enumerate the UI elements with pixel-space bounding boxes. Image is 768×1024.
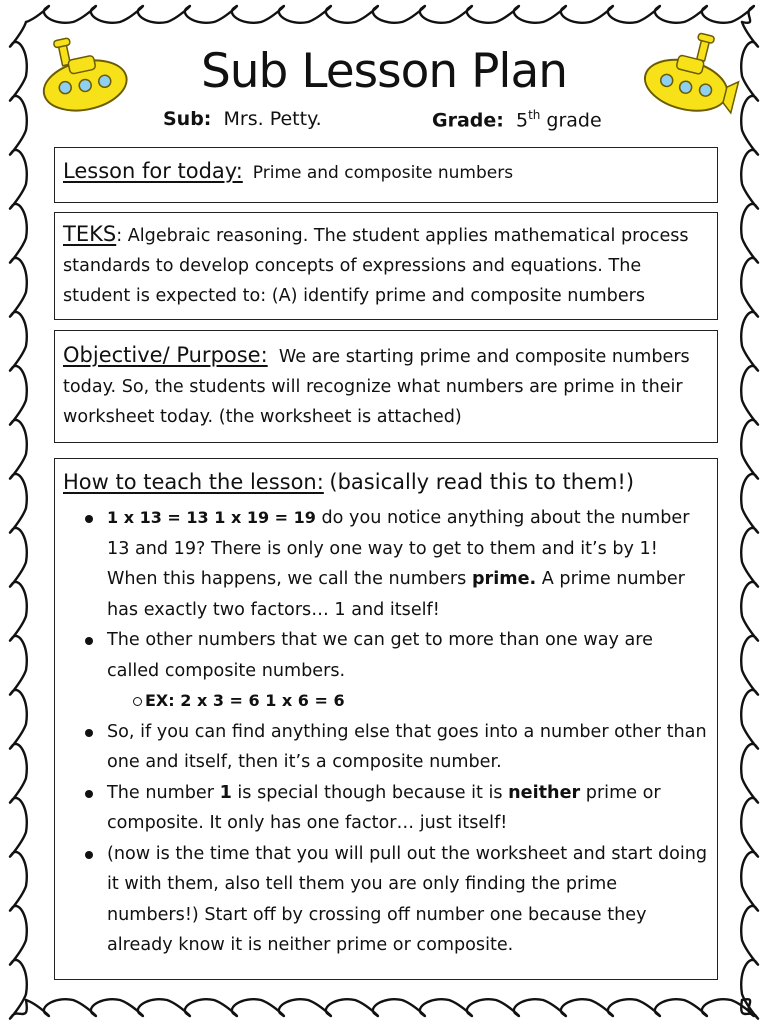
teks-label: TEKS [63,222,117,246]
sub-list-item [107,686,709,717]
sub1-equation: EX: 2 x 3 = 6 1 x 6 = 6 [145,691,345,710]
bullet4-text-b: is special though because it is [237,782,503,803]
objective-label: Objective/ Purpose: [63,343,268,367]
list-item [63,778,709,839]
bullet1-text-b: A prime number has exactly two factors… 1 and itself! [107,569,685,620]
bullet4-keyword-1: 1 [219,782,232,803]
substitute-line [163,108,322,130]
bullet2-text: The other numbers that we can get to more than one way are called composite numbers. [107,630,653,681]
grade-line [432,108,602,131]
teks-box [54,212,718,320]
bullet4-text-c: prime or composite. It only has one factor… just itself! [107,782,661,833]
bullet4-text-a: The number [107,782,214,803]
lesson-value: Prime and composite numbers [252,163,514,183]
bullet4-keyword-2: neither [508,782,581,803]
bullet5-text: (now is the time that you will pull out the worksheet and start doing it with them, also tell them you are only finding the prime numbers!) Start off by crossing off number one because they already know it is neither prime or composite. [107,843,708,955]
teach-box [54,458,718,980]
objective-box [54,330,718,443]
list-item [63,625,709,717]
grade-word: grade [546,109,602,132]
border-loop [741,22,758,1019]
lesson-box [54,147,718,203]
grade-number: 5 [515,109,529,132]
bullet1-keyword: prime. [471,569,537,589]
bullet1-text-a: do you notice anything about the number 13 and 19? There is only one way to get to them and it’s by 1! When this happens, we call the numbers [107,508,690,589]
lesson-label: Lesson for today: [63,159,243,183]
teach-note: (basically read this to them!) [329,470,635,494]
sub-value: Mrs. Petty. [223,108,322,130]
list-item [63,503,709,625]
list-item [63,717,709,778]
hollow-bullet-icon [133,697,142,706]
grade-suffix: th [528,108,541,122]
page-title: Sub Lesson Plan [200,44,568,99]
teks-colon: : [116,226,123,246]
border-loop [26,999,754,1016]
list-item [63,839,709,961]
teach-label: How to teach the lesson: [63,470,324,494]
sub-label: Sub: [163,108,212,130]
objective-text: We are starting prime and composite numbers today. So, the students will recognize what numbers are prime in their worksheet today. (the worksheet is attached) [63,347,690,427]
grade-label: Grade: [432,109,504,132]
border-loop [26,6,754,23]
teks-text: Algebraic reasoning. The student applies mathematical process standards to develop concepts of expressions and equations. The student is expected to: (A) identify prime and composite numbers [63,226,689,306]
border-loop [10,22,27,1019]
bullet1-equation: 1 x 13 = 13 1 x 19 = 19 [107,508,316,527]
bullet3-text: So, if you can find anything else that goes into a number other than one and itself, then it’s a composite number. [107,721,707,772]
sub-bullet-list [107,686,709,717]
teach-bullet-list [63,503,709,961]
